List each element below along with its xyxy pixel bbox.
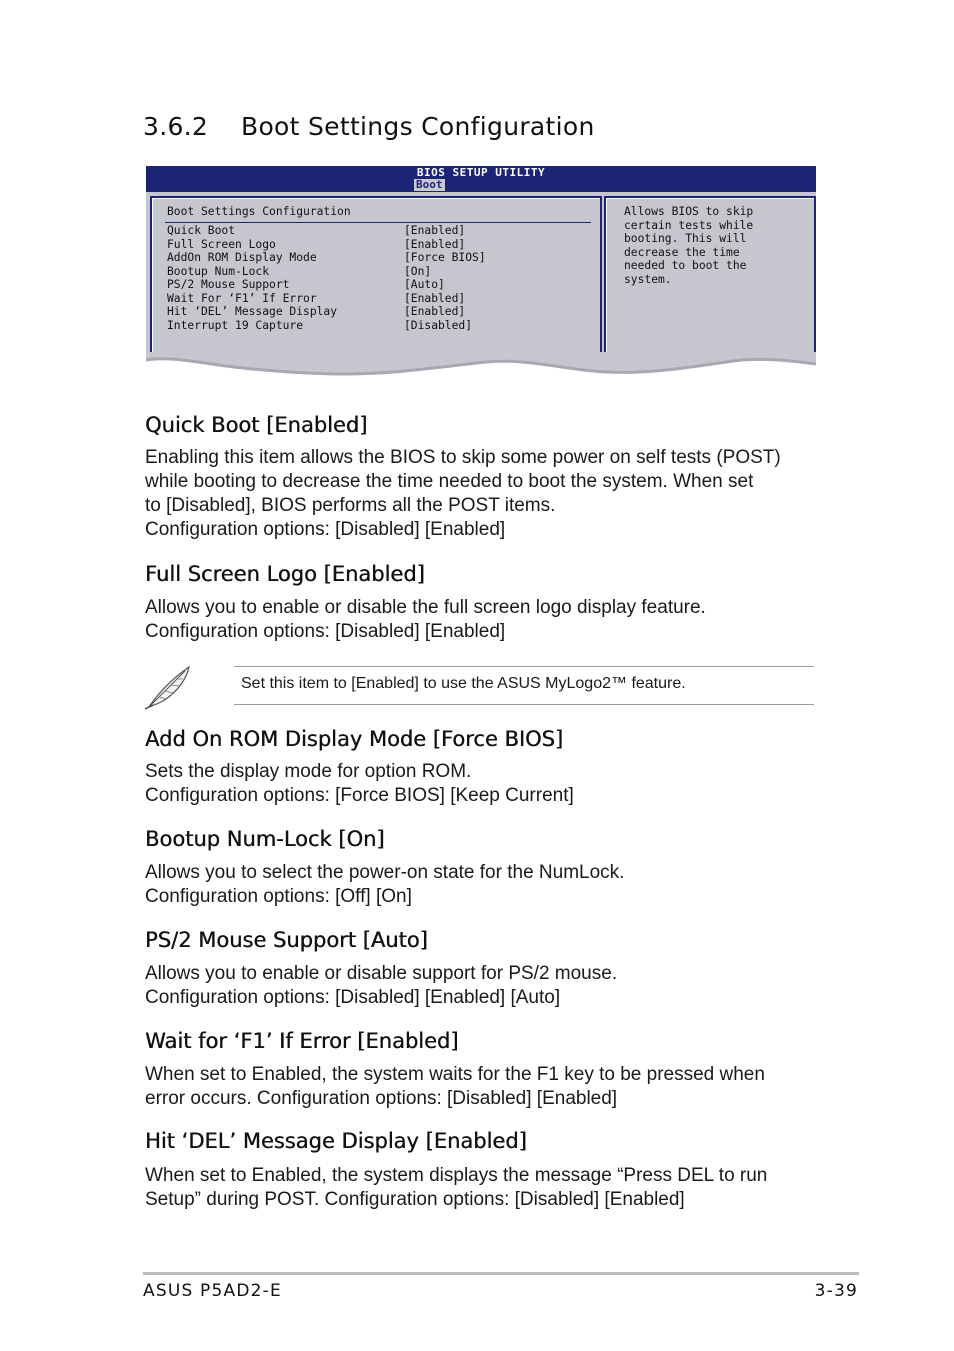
bios-setting-row[interactable] [167, 319, 486, 333]
footer-rule [143, 1272, 859, 1275]
footer-product: ASUS P5AD2-E [143, 1281, 282, 1301]
text-line: Configuration options: [Disabled] [Enabled] [145, 621, 506, 642]
bios-setting-label: Bootup Num-Lock [167, 264, 270, 278]
bios-setting-label: Hit ‘DEL’ Message Display [167, 305, 338, 318]
bios-setting-row[interactable] [167, 292, 486, 306]
text-line: Sets the display mode for option ROM. [145, 761, 472, 782]
text-line: Configuration options: [Force BIOS] [Keep Current] [145, 785, 574, 806]
heading-hit-del: Hit ‘DEL’ Message Display [Enabled] [145, 1129, 527, 1153]
bios-setting-label: Interrupt 19 Capture [167, 318, 304, 332]
desc-ps2-mouse [145, 962, 825, 1010]
bios-help-line: decrease the time [624, 245, 740, 259]
bios-setting-label: AddOn ROM Display Mode [167, 251, 317, 264]
text-line: Allows you to enable or disable support for PS/2 mouse. [145, 963, 618, 984]
bios-setting-value[interactable]: [On] [404, 264, 432, 278]
bios-help-line: certain tests while [624, 218, 754, 232]
bios-help-line: needed to boot the [624, 259, 747, 272]
text-line: When set to Enabled, the system displays the message “Press DEL to run [145, 1165, 768, 1186]
bios-setting-label: Wait For ‘F1’ If Error [167, 291, 317, 305]
bios-screenshot [146, 166, 816, 390]
text-line: Allows you to select the power-on state for the NumLock. [145, 862, 625, 883]
note-top-rule [234, 666, 814, 667]
bios-setting-value[interactable]: [Disabled] [404, 318, 473, 332]
bios-setting-row[interactable] [167, 238, 486, 252]
text-line: When set to Enabled, the system waits for the F1 key to be pressed when [145, 1064, 765, 1085]
footer-page-number: 3-39 [814, 1281, 858, 1301]
section-title-text: Boot Settings Configuration [241, 112, 595, 141]
bios-settings-list [167, 224, 486, 332]
heading-ps2-mouse: PS/2 Mouse Support [Auto] [145, 928, 428, 952]
section-title [143, 112, 595, 141]
text-line: while booting to decrease the time needed to boot the system. When set [145, 471, 754, 492]
bios-setting-label: Full Screen Logo [167, 237, 276, 251]
bios-panel-title: Boot Settings Configuration [167, 205, 351, 218]
bios-help-line: Allows BIOS to skip [624, 205, 754, 218]
bios-setting-value[interactable]: [Enabled] [404, 305, 466, 318]
bios-setting-value[interactable]: [Enabled] [404, 224, 466, 237]
bios-tab-boot[interactable]: Boot [416, 178, 443, 191]
bios-help-line: booting. This will [624, 232, 747, 245]
bios-header [146, 166, 816, 192]
desc-quick-boot [145, 446, 825, 542]
bios-utility-title: BIOS SETUP UTILITY [416, 166, 546, 179]
text-line: Configuration options: [Off] [On] [145, 886, 412, 907]
torn-edge [146, 352, 816, 392]
bios-help-line: system. [624, 272, 672, 286]
heading-full-screen-logo: Full Screen Logo [Enabled] [145, 562, 425, 586]
text-line: Setup” during POST. Configuration options: [Disabled] [Enabled] [145, 1189, 685, 1210]
feather-icon [143, 665, 193, 711]
bios-setting-row[interactable] [167, 251, 486, 265]
bios-setting-value[interactable]: [Enabled] [404, 237, 466, 251]
bios-help-text [624, 205, 799, 286]
text-line: to [Disabled], BIOS performs all the POST items. [145, 495, 556, 516]
desc-addon-rom [145, 760, 825, 808]
desc-num-lock [145, 861, 825, 909]
bios-setting-value[interactable]: [Force BIOS] [404, 251, 486, 264]
heading-quick-boot: Quick Boot [Enabled] [145, 413, 368, 437]
heading-num-lock: Bootup Num-Lock [On] [145, 827, 385, 851]
bios-setting-row[interactable] [167, 305, 486, 319]
text-line: Configuration options: [Disabled] [Enabled] [Auto] [145, 987, 561, 1008]
heading-addon-rom: Add On ROM Display Mode [Force BIOS] [145, 727, 564, 751]
note-bottom-rule [234, 704, 814, 705]
desc-wait-f1 [145, 1063, 825, 1111]
bios-setting-row[interactable] [167, 278, 486, 292]
bios-setting-value[interactable]: [Auto] [404, 278, 445, 291]
note-text: Set this item to [Enabled] to use the ASUS MyLogo2™ feature. [241, 675, 686, 692]
bios-setting-value[interactable]: [Enabled] [404, 291, 466, 305]
bios-setting-row[interactable] [167, 224, 486, 238]
bios-setting-label: Quick Boot [167, 224, 236, 237]
text-line: Configuration options: [Disabled] [Enabled] [145, 519, 506, 540]
desc-full-screen-logo [145, 596, 825, 644]
bios-divider [165, 222, 591, 223]
heading-wait-f1: Wait for ‘F1’ If Error [Enabled] [145, 1029, 459, 1053]
text-line: error occurs. Configuration options: [Disabled] [Enabled] [145, 1088, 618, 1109]
desc-hit-del [145, 1164, 825, 1212]
text-line: Enabling this item allows the BIOS to skip some power on self tests (POST) [145, 447, 781, 468]
bios-setting-label: PS/2 Mouse Support [167, 278, 290, 291]
text-line: Allows you to enable or disable the full screen logo display feature. [145, 597, 706, 618]
bios-setting-row[interactable] [167, 265, 486, 279]
section-number: 3.6.2 [143, 112, 209, 141]
